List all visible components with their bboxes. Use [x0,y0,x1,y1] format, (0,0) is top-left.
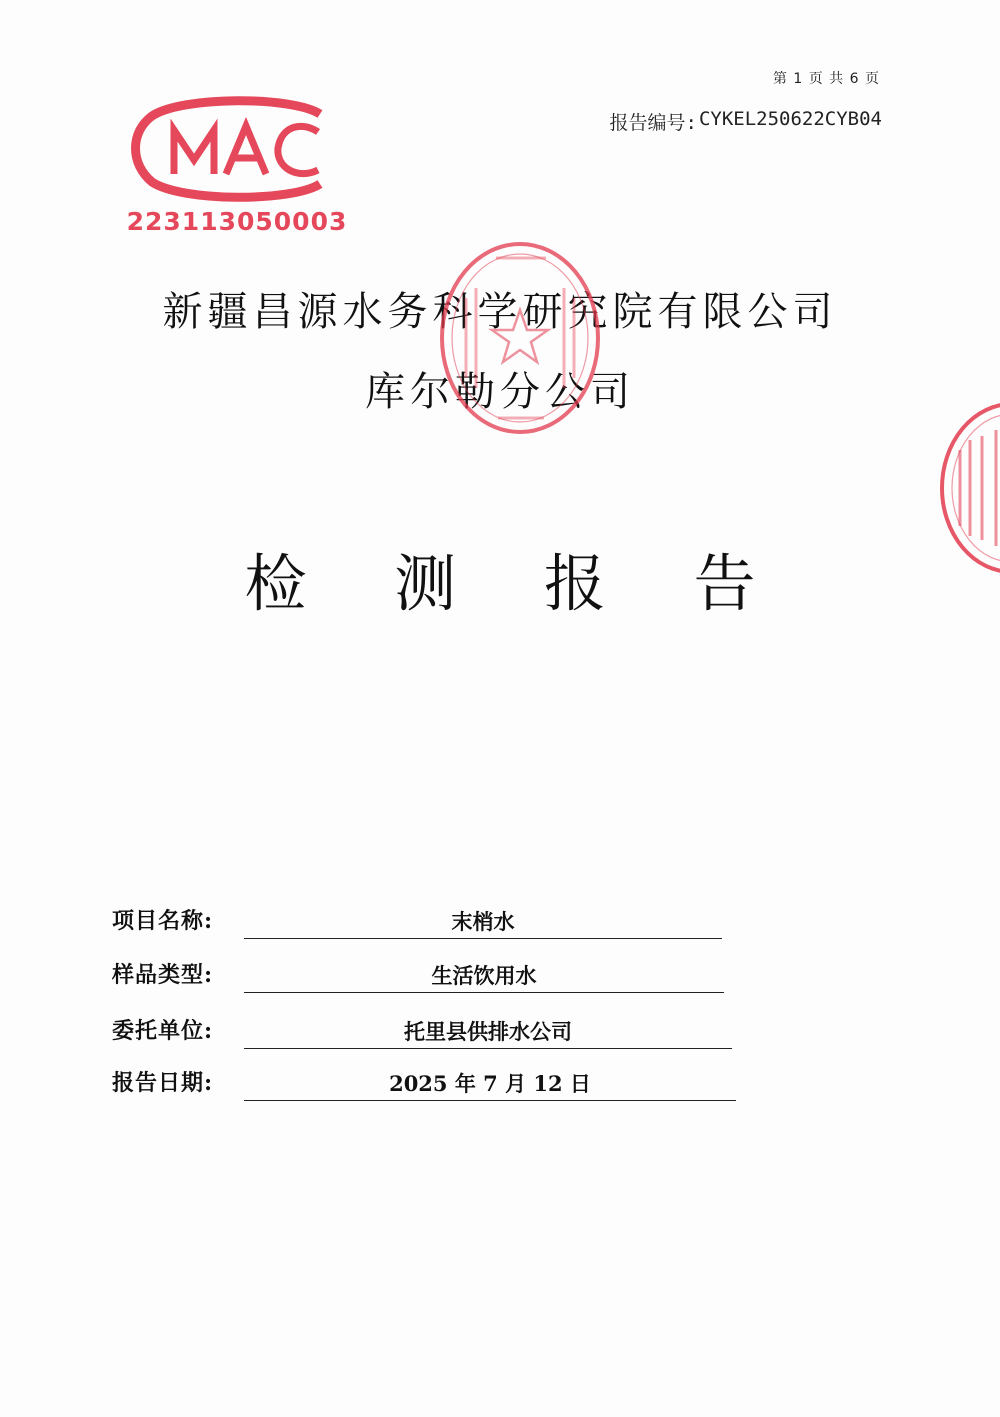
field-value: 生活饮用水 [431,963,537,988]
report-number-label: 报告编号: [609,112,697,134]
field-value: 末梢水 [451,909,515,934]
report-number-line [610,108,882,135]
report-date-field [112,1062,752,1102]
field-value: 2025 年 7 月 12 日 [389,1071,591,1096]
sample-type-field [112,954,752,994]
page-indicator: 第 1 页 共 6 页 [772,71,880,87]
company-name-line1: 新疆昌源水务科学研究院有限公司 [162,289,838,335]
field-label: 报告日期: [112,1070,214,1096]
field-underline [244,1062,736,1101]
field-label: 样品类型: [112,962,214,988]
field-underline [244,900,722,939]
company-name-line2: 库尔勒分公司 [365,369,635,415]
report-number: CYKEL250622CYB04 [698,108,882,130]
field-underline [244,954,724,993]
cma-logo [122,92,352,238]
company-seal-stamp [436,238,604,438]
client-unit-field [112,1010,752,1050]
field-label: 项目名称: [112,908,214,934]
document-title: 检 测 报 告 [244,547,790,620]
field-label: 委托单位: [112,1018,214,1044]
field-underline [244,1010,732,1049]
project-name-field [112,900,752,940]
cma-code: 223113050003 [126,207,348,236]
field-value: 托里县供排水公司 [404,1019,572,1044]
